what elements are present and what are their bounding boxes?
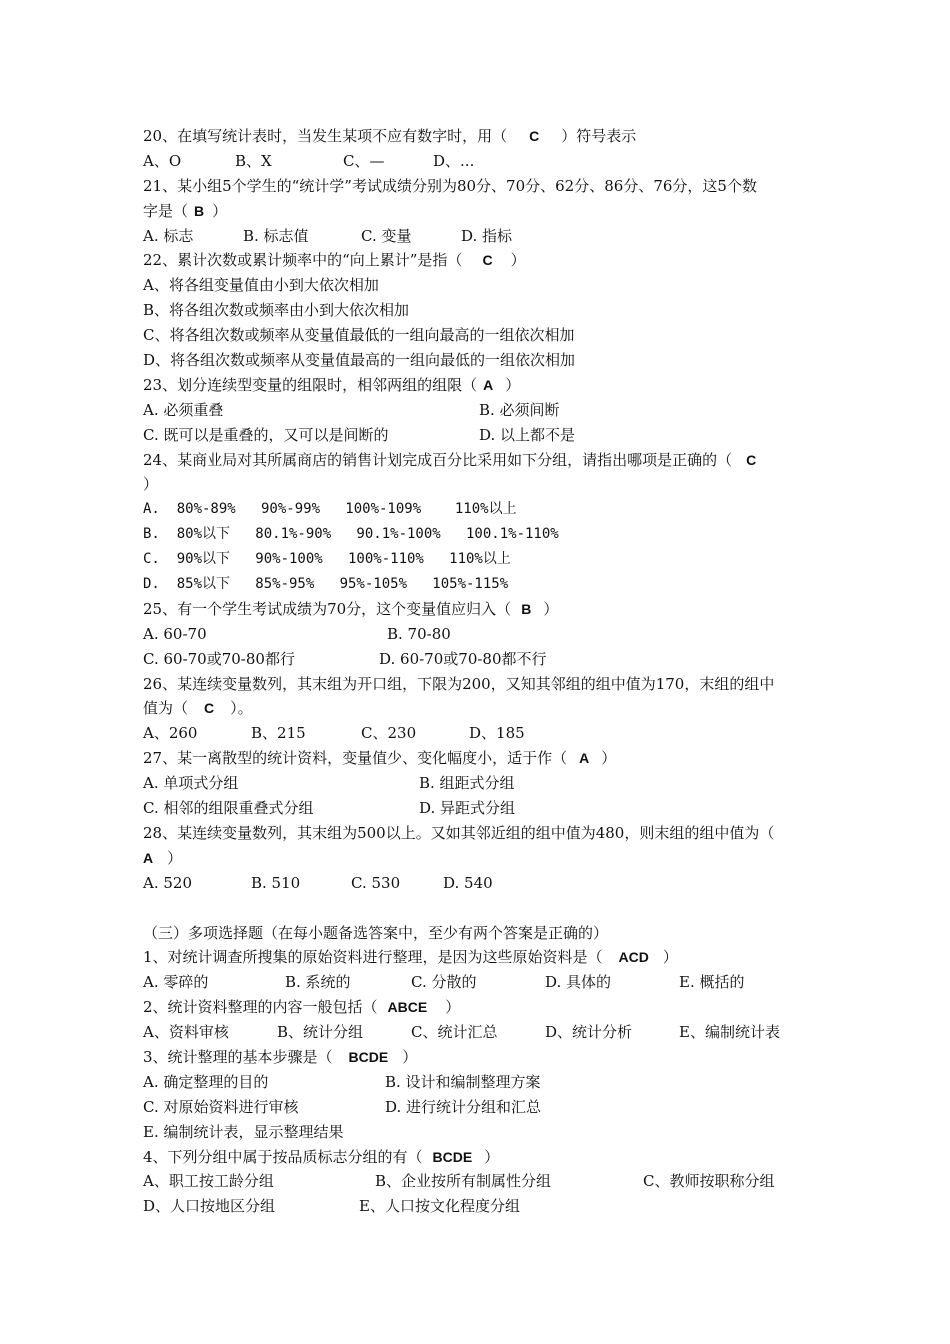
option: B. 标志值 <box>243 226 309 245</box>
option: A. 零碎的 <box>143 973 209 992</box>
multi-question-3 <box>143 1045 813 1070</box>
question-22 <box>143 248 813 273</box>
question-28-line2 <box>143 846 813 871</box>
question-text: ） <box>505 375 521 394</box>
option: D. 具体的 <box>545 973 612 992</box>
options-27a <box>143 771 813 796</box>
option: B. 系统的 <box>285 973 351 992</box>
question-text: ） <box>212 201 228 220</box>
question-text: 25、有一个学生考试成绩为70分，这个变量值应归入（ <box>143 599 512 618</box>
option: B. 设计和编制整理方案 <box>385 1072 541 1091</box>
question-text: ） <box>601 749 617 768</box>
answer: BCDE <box>432 1148 473 1165</box>
option: A. 必须重叠 <box>143 400 224 419</box>
question-text: ） <box>543 599 559 618</box>
options-25a <box>143 622 813 647</box>
options-20 <box>143 149 813 174</box>
question-21-line2 <box>143 199 813 224</box>
option: A、职工按工龄分组 <box>143 1172 274 1191</box>
options-m3b <box>143 1095 813 1120</box>
question-text: 24、某商业局对其所属商店的销售计划完成百分比采用如下分组，请指出哪项是正确的（ <box>143 450 733 469</box>
options-23b <box>143 423 813 448</box>
option: A. 60-70 <box>143 624 207 643</box>
spacer <box>143 896 813 921</box>
options-21 <box>143 224 813 249</box>
question-text: ） <box>402 1047 418 1066</box>
answer: B <box>194 202 205 219</box>
question-text: ） <box>143 475 159 494</box>
option: D、... <box>433 151 475 170</box>
option: D、人口按地区分组 <box>143 1197 276 1216</box>
question-text: 27、某一离散型的统计资料，变量值少、变化幅度小，适于作（ <box>143 749 568 768</box>
option: C. 530 <box>351 873 401 892</box>
option: C、教师按职称分组 <box>643 1172 775 1191</box>
options-23a <box>143 398 813 423</box>
question-text: ） <box>510 251 526 270</box>
question-25 <box>143 597 813 622</box>
option: B、企业按所有制属性分组 <box>375 1172 552 1191</box>
option: B. 80%以下 80.1%-90% 90.1%-100% 100.1%-110% <box>143 526 559 543</box>
options-28 <box>143 871 813 896</box>
option: C. 对原始资料进行审核 <box>143 1097 299 1116</box>
question-text: ） <box>445 998 461 1017</box>
option: E、编制统计表 <box>679 1023 780 1042</box>
question-text: 3、统计整理的基本步骤是（ <box>143 1047 333 1066</box>
question-text: 2、统计资料整理的内容一般包括（ <box>143 998 378 1017</box>
options-m1 <box>143 970 813 995</box>
option: D、统计分析 <box>545 1023 633 1042</box>
options-m4a <box>143 1169 813 1194</box>
option: D、185 <box>469 724 525 743</box>
question-21-line1 <box>143 174 813 199</box>
option: B、215 <box>251 724 306 743</box>
option: A、260 <box>143 724 198 743</box>
option: E. 编制统计表，显示整理结果 <box>143 1122 344 1141</box>
option: D、将各组次数或频率从变量值最高的一组向最低的一组依次相加 <box>143 351 576 370</box>
answer: A <box>143 849 154 866</box>
answer: ACD <box>618 949 649 966</box>
option: C、230 <box>361 724 417 743</box>
question-24-line2 <box>143 472 813 497</box>
question-text: 21、某小组5个学生的“统计学”考试成绩分别为80分、70分、62分、86分、76分，这5个数 <box>143 176 757 195</box>
option: D. 进行统计分组和汇总 <box>385 1097 542 1116</box>
question-20 <box>143 124 813 149</box>
document-body <box>143 124 813 1219</box>
answer: C <box>204 700 215 717</box>
option: D. 60-70或70-80都不行 <box>379 649 547 668</box>
question-text: 28、某连续变量数列，其末组为500以上。又如其邻近组的组中值为480，则末组的组中值为（ <box>143 823 775 842</box>
option: A. 标志 <box>143 226 194 245</box>
options-27b <box>143 796 813 821</box>
question-text: 1、对统计调查所搜集的原始资料进行整理，是因为这些原始资料是（ <box>143 948 603 967</box>
option: C. 既可以是重叠的，又可以是间断的 <box>143 425 389 444</box>
option: B. 510 <box>251 873 301 892</box>
multi-question-1 <box>143 945 813 970</box>
question-23 <box>143 373 813 398</box>
options-m2 <box>143 1020 813 1045</box>
option: D. 指标 <box>461 226 513 245</box>
option: C、将各组次数或频率从变量值最低的一组向最高的一组依次相加 <box>143 326 575 345</box>
option: A. 单项式分组 <box>143 774 239 793</box>
option: B、统计分组 <box>277 1023 364 1042</box>
option: A. 80%-89% 90%-99% 100%-109% 110%以上 <box>143 501 517 518</box>
option: B、X <box>235 151 272 170</box>
option: A、资料审核 <box>143 1023 229 1042</box>
option: B. 组距式分组 <box>419 774 515 793</box>
option: A、将各组变量值由小到大依次相加 <box>143 276 379 295</box>
question-text: 20、在填写统计表时，当发生某项不应有数字时，用（ <box>143 127 508 145</box>
option: A. 确定整理的目的 <box>143 1072 269 1091</box>
answer: ABCE <box>387 999 428 1016</box>
question-text: ）符号表示 <box>561 127 637 145</box>
option: C. 60-70或70-80都行 <box>143 649 295 668</box>
question-text: 值为（ <box>143 699 189 718</box>
option: C. 90%以下 90%-100% 100%-110% 110%以上 <box>143 551 511 568</box>
answer: A <box>483 376 494 393</box>
option: E、人口按文化程度分组 <box>359 1197 520 1216</box>
answer: B <box>521 600 532 617</box>
multi-question-4 <box>143 1145 813 1170</box>
option: B、将各组次数或频率由小到大依次相加 <box>143 301 410 320</box>
option: B. 必须间断 <box>479 400 560 419</box>
multi-question-2 <box>143 995 813 1020</box>
option: C. 相邻的组限重叠式分组 <box>143 799 314 818</box>
option: D. 85%以下 85%-95% 95%-105% 105%-115% <box>143 576 509 593</box>
question-text: ） <box>167 848 183 867</box>
section-heading: （三）多项选择题（在每小题备选答案中，至少有两个答案是正确的） <box>143 923 609 942</box>
option: D. 异距式分组 <box>419 799 516 818</box>
question-text: ）。 <box>230 699 253 718</box>
option: C. 分散的 <box>411 973 477 992</box>
options-25b <box>143 647 813 672</box>
question-24-line1 <box>143 448 813 473</box>
option: D. 540 <box>443 873 493 892</box>
option: A. 520 <box>143 873 192 892</box>
answer: A <box>579 750 590 767</box>
option: C、统计汇总 <box>411 1023 498 1042</box>
question-26-line1 <box>143 672 813 697</box>
option: C、— <box>343 151 385 170</box>
options-m3a <box>143 1070 813 1095</box>
question-text: 23、划分连续型变量的组限时，相邻两组的组限（ <box>143 375 478 394</box>
question-text: ） <box>484 1147 500 1166</box>
question-27 <box>143 746 813 771</box>
options-m4b <box>143 1194 813 1219</box>
answer: C <box>529 128 540 144</box>
question-text: 22、累计次数或累计频率中的“向上累计”是指（ <box>143 251 463 270</box>
option: C. 变量 <box>361 226 412 245</box>
option: B. 70-80 <box>387 624 451 643</box>
question-text: ） <box>662 948 678 967</box>
option: A、O <box>143 151 182 170</box>
answer: C <box>746 451 757 468</box>
option: D. 以上都不是 <box>479 425 576 444</box>
answer: C <box>482 252 493 269</box>
question-28-line1 <box>143 821 813 846</box>
question-text: 26、某连续变量数列，其末组为开口组，下限为200，又知其邻组的组中值为170，末组的组中 <box>143 674 775 693</box>
answer: BCDE <box>348 1048 389 1065</box>
option: E. 概括的 <box>679 973 745 992</box>
question-text: 4、下列分组中属于按品质标志分组的有（ <box>143 1147 423 1166</box>
options-26 <box>143 721 813 746</box>
question-text: 字是（ <box>143 201 189 220</box>
question-26-line2 <box>143 696 813 721</box>
